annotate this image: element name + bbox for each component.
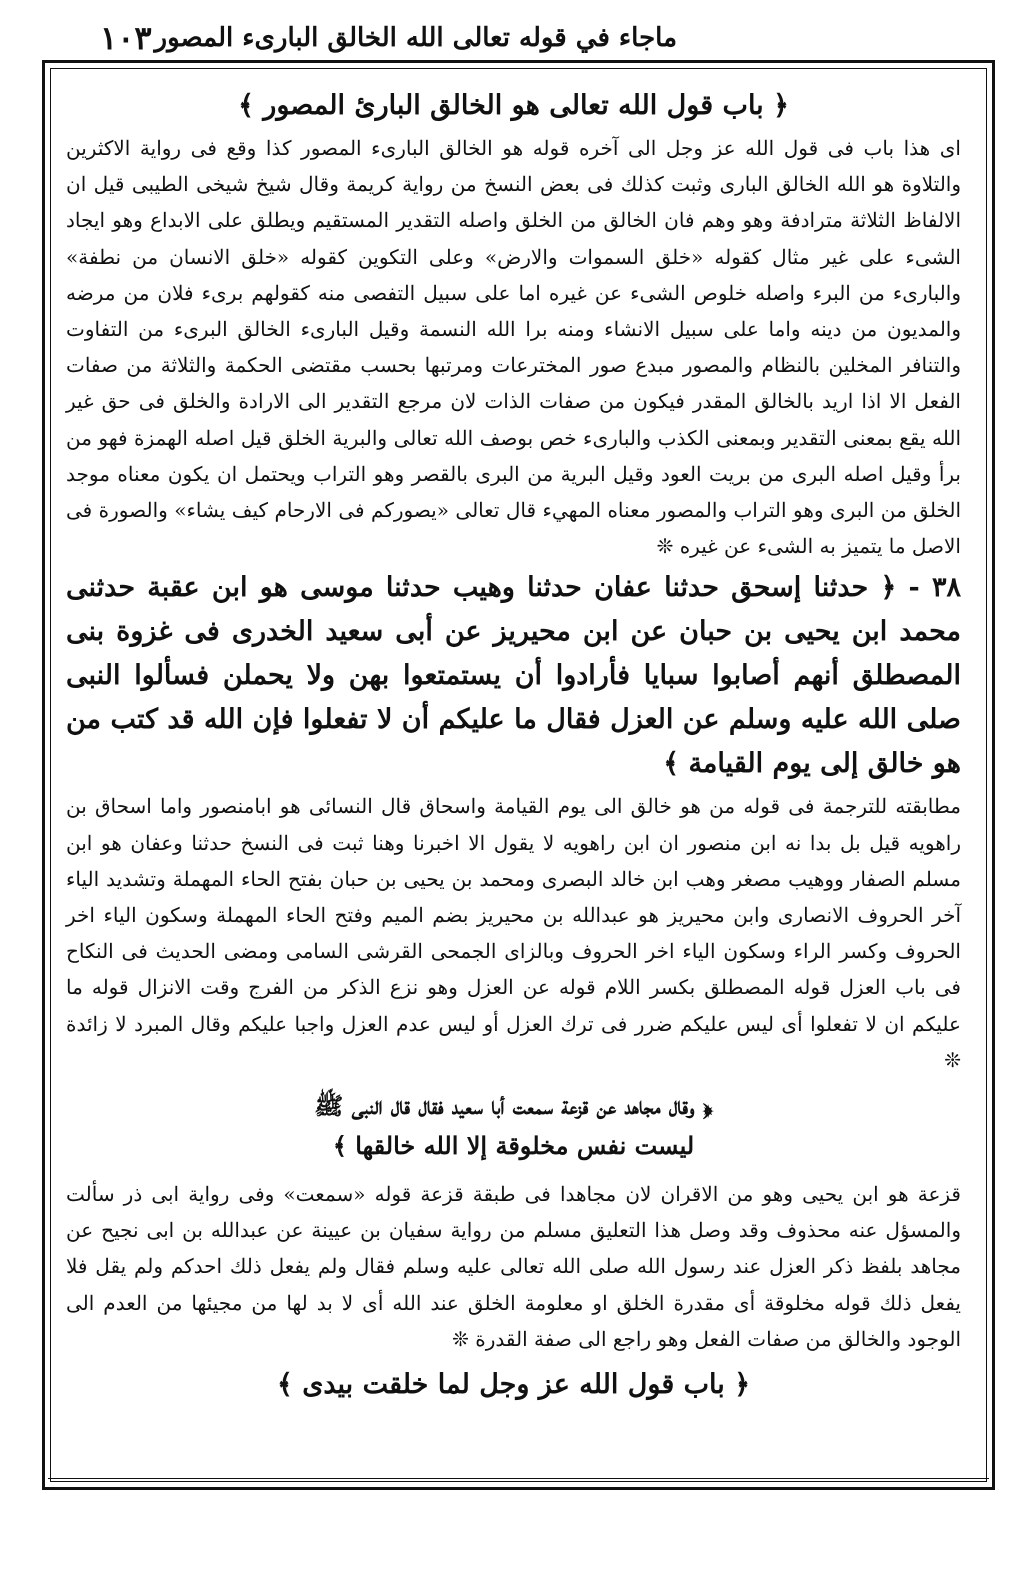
commentary-paragraph-2: مطابقته للترجمة فى قوله من هو خالق الى يوم القيامة واسحاق قال النسائى هو ابامنصور واما اسحاق بن راهويه قيل بل بدا نه ابن منصور ان ابن راهويه لا يقول الا اخبرنا وهنا ثبت فى النسخ حدثنا وعفان هو ابن مسلم الصفار ووهيب مصغر وهب ابن خالد البصرى ومحمد بن يحيى بن حبان بفتح الحاء المهملة وتشديد الياء آخر الحروف الانصارى وابن محيريز هو عبدالله بن محيريز بضم الميم وفتح الحاء المهملة وسكون الياء اخر الحروف وكسر الراء وسكون الياء اخر الحروف وبالزاى الجمحى القرشى السامى ومضى الحديث فى النكاح فى باب العزل قوله المصطلق بكسر اللام قوله عن العزل وهو نزع الذكر من الفرج وقت الانزال قوله ما عليكم ان لا تفعلوا أى ليس عليكم ضرر فى ترك العزل أو ليس عدم العزل واجبا عليكم وقال المبرد لا زائدة ❊ xyxy=(66,794,961,1072)
hadith-text: ٣٨ - ﴿ حدثنا إسحق حدثنا عفان حدثنا وهيب حدثنا موسى هو ابن عقبة حدثنى محمد ابن يحيى بن حبان عن ابن محيريز عن أبى سعيد الخدرى فى غزوة بنى المصطلق أنهم أصابوا سبايا فأرادوا أن يستمتعوا بهن ولا يحملن فسألوا النبى صلى الله عليه وسلم عن العزل فقال ما عليكم أن لا تفعلوا فإن الله قد كتب من هو خالق إلى يوم القيامة ﴾ xyxy=(66,572,961,780)
quote-line-2: ليست نفس مخلوقة إلا الله خالقها ﴾ xyxy=(332,1131,695,1161)
mujahid-quote xyxy=(66,1086,961,1166)
commentary-paragraph-1: اى هذا باب فى قول الله عز وجل الى آخره قوله هو الخالق البارىء المصور كذا وقع فى رواية الاكثرين والتلاوة هو الله الخالق البارى وثبت كذلك فى بعض النسخ من رواية كريمة وقال شيخ شيخى الطيبى قيل ان الالفاظ الثلاثة مترادفة وهو وهم فان الخالق من الخلق واصله التقدير المستقيم ويطلق على الابداع وهو ايجاد الشىء على غير مثال كقوله «خلق السموات والارض» وعلى التكوين كقوله «خلق الانسان من نطفة» والبارىء من البرء واصله خلوص الشىء عن غيره اما على سبيل التفصى منه كقولهم برىء فلان من مرضه والمديون من دينه واما على سبيل الانشاء ومنه برا الله النسمة وقيل البارىء الخالق البرىء من التفاوت والتنافر المخلين بالنظام والمصور مبدع صور المخترعات ومرتبها بحسب مقتضى الحكمة والثلاثة من صفات الفعل الا اذا اريد بالخالق المقدر فيكون من صفات الذات لان مرجع التقدير الى الارادة والخلق فى حق غير الله يقع بمعنى التقدير وبمعنى الكذب والبارىء خص بوصف الله تعالى والبرية الخلق قيل اصله الهمزة فهو من برأ وقيل اصله البرى من بريت العود وقيل البرية من البرى بالقصر وهو التراب ويحتمل ان يكون معناه موجد الخلق من البرى وهو التراب والمصور معناه المهيء قال تعالى «يصوركم فى الارحام كيف يشاء» والصورة فى الاصل ما يتميز به الشىء عن غيره ❊ xyxy=(66,136,961,559)
section-heading: ﴿ باب قول الله تعالى هو الخالق البارئ المصور ﴾ xyxy=(238,90,789,121)
quote-line-1: ﴿ وقال مجاهد عن قزعة سمعت أبا سعيد فقال قال النبى ﷺ xyxy=(314,1091,713,1121)
page-header xyxy=(20,18,1007,58)
page-number: ١٠٣ xyxy=(100,19,152,57)
next-section-heading: ﴿ باب قول الله عز وجل لما خلقت بيدى ﴾ xyxy=(276,1369,751,1401)
running-title: ماجاء في قوله تعالى الله الخالق البارىء المصور xyxy=(154,23,677,53)
bottom-rule xyxy=(48,1478,989,1479)
commentary-paragraph-3: قزعة هو ابن يحيى وهو من الاقران لان مجاهدا فى طبقة قزعة قوله «سمعت» وفى رواية ابى ذر سألت والمسؤل عنه محذوف وقد وصل هذا التعليق مسلم من رواية سفيان بن عيينة عن عبدالله بن ابى نجيح عن مجاهد بلفظ ذكر العزل عند رسول الله صلى الله تعالى عليه وسلم فقال ولم يفعل ذلك احدكم ولم يقل فلا يفعل ذلك قوله مخلوقة أى مقدرة الخلق او معلومة الخلق عند الله أى لا بد لها من مجيئها من العدم الى الوجود والخالق من صفات الفعل وهو راجع الى صفة القدرة ❊ xyxy=(66,1182,961,1351)
page-body xyxy=(66,78,961,1478)
